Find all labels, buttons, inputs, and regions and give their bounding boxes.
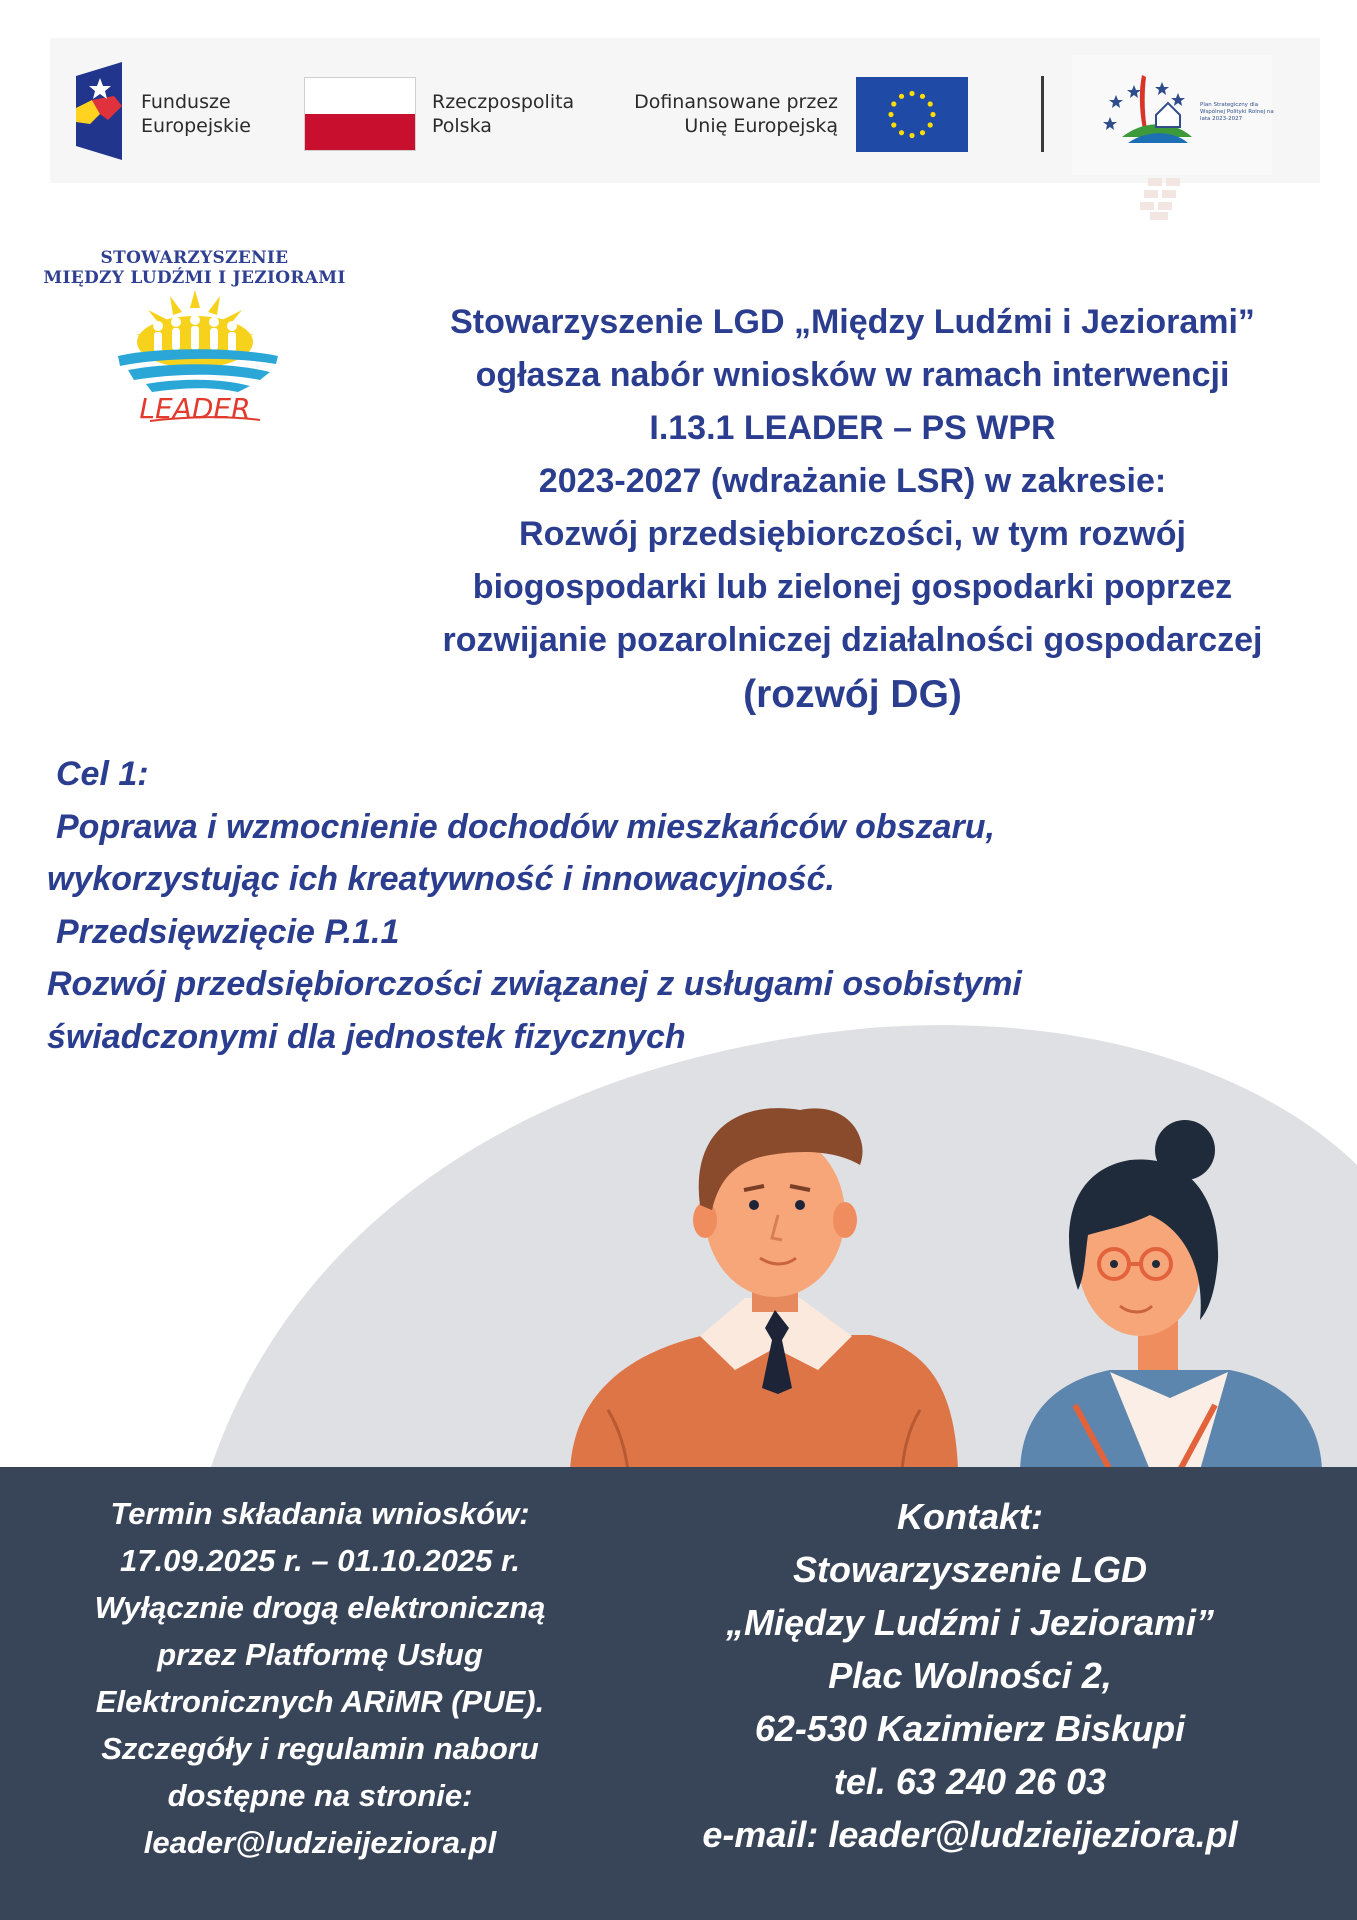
deadline-line: dostępne na stronie: (167, 1778, 473, 1813)
goal-label: Cel 1: (56, 755, 149, 793)
deadline-line: Elektronicznych ARiMR (PUE). (95, 1684, 545, 1719)
goal-text: Poprawa i wzmocnienie dochodów mieszkańców obszaru, (56, 807, 995, 846)
deadline-line: Termin składania wniosków: (110, 1496, 530, 1531)
contact-line: Stowarzyszenie LGD (792, 1549, 1148, 1590)
deadline-line: Wyłącznie drogą elektroniczną (94, 1590, 546, 1625)
deadline-website-link[interactable]: leader@ludzieijeziora.pl (143, 1825, 497, 1860)
eu-funding-text: Dofinansowane przez Unię Europejską (634, 91, 838, 137)
contact-address: 62-530 Kazimierz Biskupi (754, 1708, 1186, 1749)
project-text: Rozwój przedsiębiorczości związanej z usługami osobistymi (47, 965, 1022, 1003)
people-illustration (0, 1010, 1357, 1470)
logo-divider (1041, 76, 1044, 152)
heading-line: 2023-2027 (wdrażanie LSR) w zakresie: (538, 462, 1167, 500)
heading-line: I.13.1 LEADER – PS WPR (649, 409, 1056, 447)
heading-line: ogłasza nabór wniosków w ramach interwencji (475, 356, 1230, 394)
eu-flag-icon (856, 77, 968, 152)
lgd-logo-name: STOWARZYSZENIE MIĘDZY LUDŹMI I JEZIORAMI (43, 248, 346, 288)
contact-email-link[interactable]: e-mail: leader@ludzieijeziora.pl (702, 1814, 1238, 1855)
heading-line: Stowarzyszenie LGD „Między Ludźmi i Jeziorami” (450, 303, 1255, 341)
faint-watermark-icon (1140, 178, 1188, 220)
heading-line: biogospodarki lub zielonej gospodarki poprzez (472, 568, 1233, 606)
announcement-heading (380, 296, 1325, 723)
rzeczpospolita-polska-text: Rzeczpospolita Polska (432, 91, 575, 137)
lgd-leader-logo-icon (110, 290, 280, 425)
deadline-line: przez Platformę Usług (157, 1637, 483, 1672)
deadline-line: 17.09.2025 r. – 01.10.2025 r. (120, 1543, 520, 1578)
fundusze-europejskie-text: Fundusze Europejskie (141, 91, 251, 137)
project-text: świadczonymi dla jednostek fizycznych (47, 1017, 686, 1056)
contact-label: Kontakt: (897, 1496, 1043, 1537)
heading-line: rozwijanie pozarolniczej działalności gospodarczej (442, 621, 1263, 659)
contact-section (640, 1490, 1300, 1861)
plan-strategiczny-caption: Plan Strategiczny dla Wspólnej Polityki Rolnej na lata 2023-2027 (1200, 102, 1274, 122)
polish-flag-icon (304, 77, 416, 151)
goal-text: wykorzystując ich kreatywność i innowacyjność. (47, 860, 835, 898)
heading-line: Rozwój przedsiębiorczości, w tym rozwój (519, 515, 1186, 553)
lgd-leader-text: LEADER (139, 392, 251, 425)
fundusze-europejskie-logo-icon (70, 62, 128, 160)
deadline-line: Szczegóły i regulamin naboru (101, 1731, 539, 1766)
contact-line: „Między Ludźmi i Jeziorami” (725, 1602, 1215, 1643)
heading-line: (rozwój DG) (743, 673, 962, 716)
contact-address: Plac Wolności 2, (828, 1655, 1112, 1696)
project-label: Przedsięwzięcie P.1.1 (56, 912, 400, 951)
deadline-section (40, 1490, 600, 1866)
contact-phone[interactable]: tel. 63 240 26 03 (833, 1761, 1107, 1802)
